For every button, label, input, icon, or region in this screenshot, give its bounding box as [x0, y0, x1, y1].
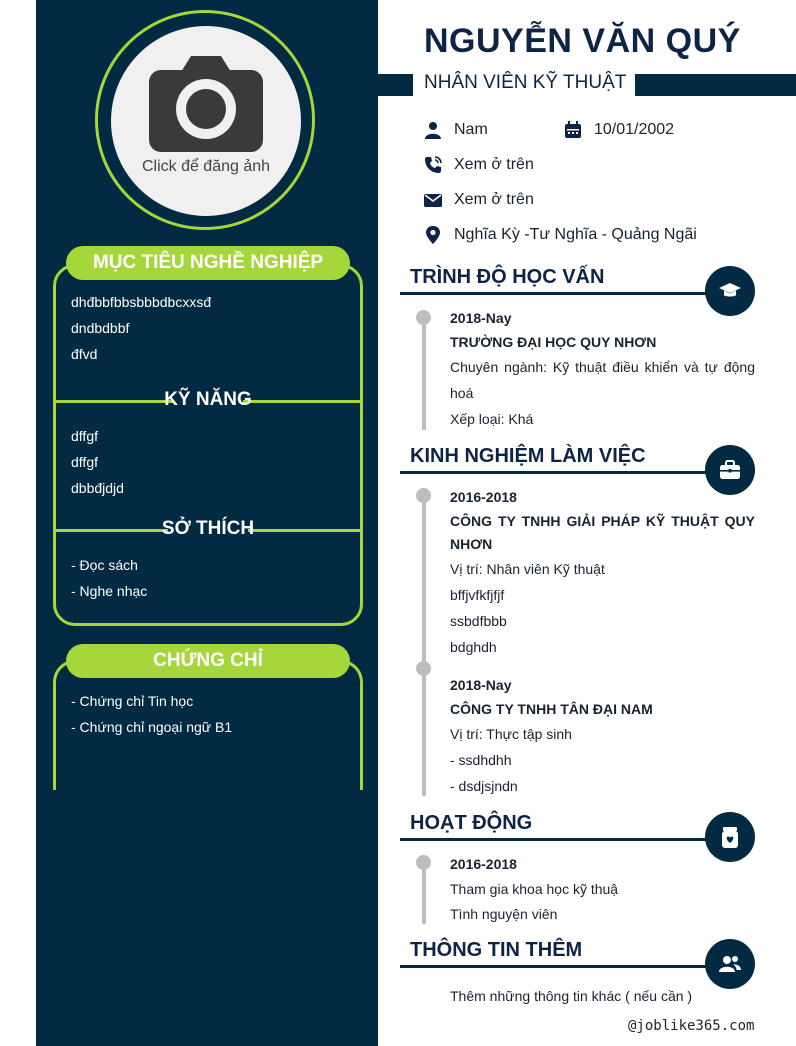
- experience-entry: [450, 676, 755, 799]
- photo-caption: Click để đăng ảnh: [141, 158, 271, 175]
- education-timeline: [422, 317, 426, 430]
- list-item: đfvd: [71, 346, 98, 362]
- list-item: dhđbbfbbsbbbdbcxxsđ: [71, 294, 212, 310]
- envelope-icon: [424, 191, 442, 209]
- address-row: [424, 226, 697, 244]
- entry-line: Vị trí: Nhân viên Kỹ thuật: [450, 561, 605, 577]
- hobbies-divider: [56, 516, 360, 546]
- briefcase-icon: [718, 458, 742, 482]
- entry-line: ssbdfbbb: [450, 613, 507, 629]
- sidebar: [36, 0, 378, 1046]
- activities-timeline: [422, 862, 426, 924]
- activities-title: HOẠT ĐỘNG: [410, 812, 533, 834]
- skills-list: [71, 426, 124, 504]
- objective-list: [71, 292, 211, 370]
- timeline-dot: [416, 310, 431, 325]
- candidate-name: NGUYỄN VĂN QUÝ: [424, 22, 741, 60]
- calendar-icon: [564, 121, 582, 139]
- photo-upload[interactable]: [111, 26, 301, 216]
- job-title: NHÂN VIÊN KỸ THUẬT: [424, 72, 627, 93]
- entry-date: 2016-2018: [450, 489, 517, 505]
- heart-jar-icon: [718, 825, 742, 849]
- gender-value: Nam: [454, 121, 488, 138]
- entry-line: - dsdjsjndn: [450, 778, 518, 794]
- experience-timeline: [422, 496, 426, 796]
- entry-line: Vị trí: Thực tập sinh: [450, 726, 572, 742]
- address-value: Nghĩa Kỳ -Tư Nghĩa - Quảng Ngãi: [454, 226, 697, 243]
- skills-title: KỸ NĂNG: [164, 389, 252, 410]
- birthdate-row: [564, 121, 674, 139]
- email-value: Xem ở trên: [454, 191, 534, 208]
- camera-icon: [149, 54, 263, 152]
- list-item: - Chứng chỉ ngoại ngữ B1: [71, 719, 233, 735]
- timeline-dot: [416, 488, 431, 503]
- hobbies-list: [71, 555, 147, 607]
- list-item: dndbdbbf: [71, 320, 130, 336]
- education-entry: [450, 309, 755, 432]
- entry-date: 2018-Nay: [450, 310, 512, 326]
- users-icon: [718, 952, 742, 976]
- timeline-dot: [416, 855, 431, 870]
- birthdate-value: 10/01/2002: [594, 121, 675, 138]
- hobbies-title: SỞ THÍCH: [161, 518, 255, 539]
- list-item: - Nghe nhạc: [71, 583, 148, 599]
- certs-title: CHỨNG CHỈ: [66, 644, 350, 678]
- footer-watermark: @joblike365.com: [628, 1018, 755, 1034]
- list-item: - Chứng chỉ Tin học: [71, 693, 194, 709]
- education-title: TRÌNH ĐỘ HỌC VẤN: [410, 266, 605, 288]
- entry-line: Chuyên ngành: Kỹ thuật điều khiển và tự động hoá: [450, 359, 755, 401]
- entry-date: 2018-Nay: [450, 677, 512, 693]
- additional-text: Thêm những thông tin khác ( nếu cần ): [450, 988, 693, 1004]
- phone-row: [424, 156, 534, 174]
- list-item: dbbđjdjd: [71, 480, 124, 496]
- entry-date: 2016-2018: [450, 856, 517, 872]
- entry-line: bffjvfkfjfjf: [450, 587, 505, 603]
- phone-icon: [424, 156, 442, 174]
- timeline-dot: [416, 661, 431, 676]
- entry-line: Tình nguyện viên: [450, 906, 558, 922]
- list-item: dffgf: [71, 428, 98, 444]
- additional-entry: [450, 983, 755, 1009]
- entry-line: Tham gia khoa học kỹ thuậ: [450, 881, 619, 897]
- activity-entry: [450, 855, 755, 927]
- gender-row: [424, 121, 488, 139]
- list-item: dffgf: [71, 454, 98, 470]
- email-row: [424, 191, 534, 209]
- entry-org: CÔNG TY TNHH TÂN ĐẠI NAM: [450, 701, 653, 717]
- experience-title: KINH NGHIỆM LÀM VIỆC: [410, 445, 646, 467]
- graduation-cap-icon: [718, 279, 742, 303]
- objective-title: MỤC TIÊU NGHỀ NGHIỆP: [66, 246, 350, 280]
- skills-divider: [56, 387, 360, 417]
- entry-line: - ssdhdhh: [450, 752, 512, 768]
- map-pin-icon: [424, 226, 442, 244]
- entry-line: Xếp loại: Khá: [450, 411, 534, 427]
- entry-org: TRƯỜNG ĐẠI HỌC QUY NHƠN: [450, 334, 657, 350]
- entry-org: CÔNG TY TNHH GIẢI PHÁP KỸ THUẬT QUY NHƠN: [450, 513, 755, 552]
- additional-title: THÔNG TIN THÊM: [410, 939, 583, 961]
- phone-value: Xem ở trên: [454, 156, 534, 173]
- additional-badge: [705, 939, 755, 989]
- experience-entry: [450, 488, 755, 660]
- list-item: - Đọc sách: [71, 557, 138, 573]
- user-icon: [424, 121, 442, 139]
- entry-line: bdghdh: [450, 639, 497, 655]
- certs-list: [71, 691, 232, 743]
